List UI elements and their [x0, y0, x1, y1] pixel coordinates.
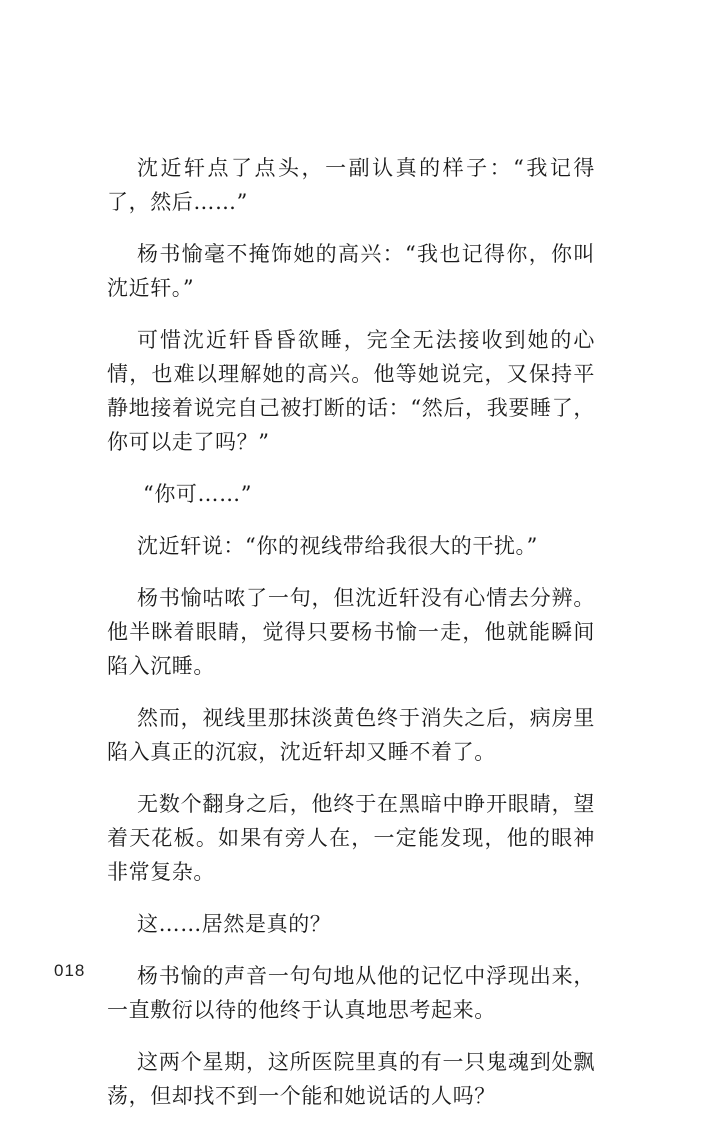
- paragraph-2: 杨书愉毫不掩饰她的高兴：“我也记得你，你叫沈近轩。”: [107, 242, 595, 300]
- paragraph-1: 沈近轩点了点头，一副认真的样子：“我记得了，然后……”: [107, 156, 595, 214]
- paragraph-3: 可惜沈近轩昏昏欲睡，完全无法接收到她的心情，也难以理解她的高兴。他等她说完，又保持平静地接着说完自己被打断的话：“然后，我要睡了，你可以走了吗？”: [107, 328, 595, 454]
- paragraph-5: 沈近轩说：“你的视线带给我很大的干扰。”: [137, 534, 538, 558]
- paragraph-6: 杨书愉咕哝了一句，但沈近轩没有心情去分辨。他半眯着眼睛，觉得只要杨书愉一走，他就能瞬间陷入沉睡。: [107, 586, 595, 678]
- body-text: [107, 151, 595, 1131]
- page-number: 018: [54, 961, 86, 980]
- paragraph-7: 然而，视线里那抹淡黄色终于消失之后，病房里陷入真正的沉寂，沈近轩却又睡不着了。: [107, 706, 595, 764]
- paragraph-8: 无数个翻身之后，他终于在黑暗中睁开眼睛，望着天花板。如果有旁人在，一定能发现，他的眼神非常复杂。: [107, 792, 595, 884]
- paragraph-11: 这两个星期，这所医院里真的有一只鬼魂到处飘荡，但却找不到一个能和她说话的人吗？: [107, 1050, 595, 1108]
- paragraph-10: 杨书愉的声音一句句地从他的记忆中浮现出来，一直敷衍以待的他终于认真地思考起来。: [107, 964, 595, 1022]
- paragraph-4: “你可……”: [143, 482, 253, 506]
- paragraph-9: 这……居然是真的？: [137, 912, 332, 936]
